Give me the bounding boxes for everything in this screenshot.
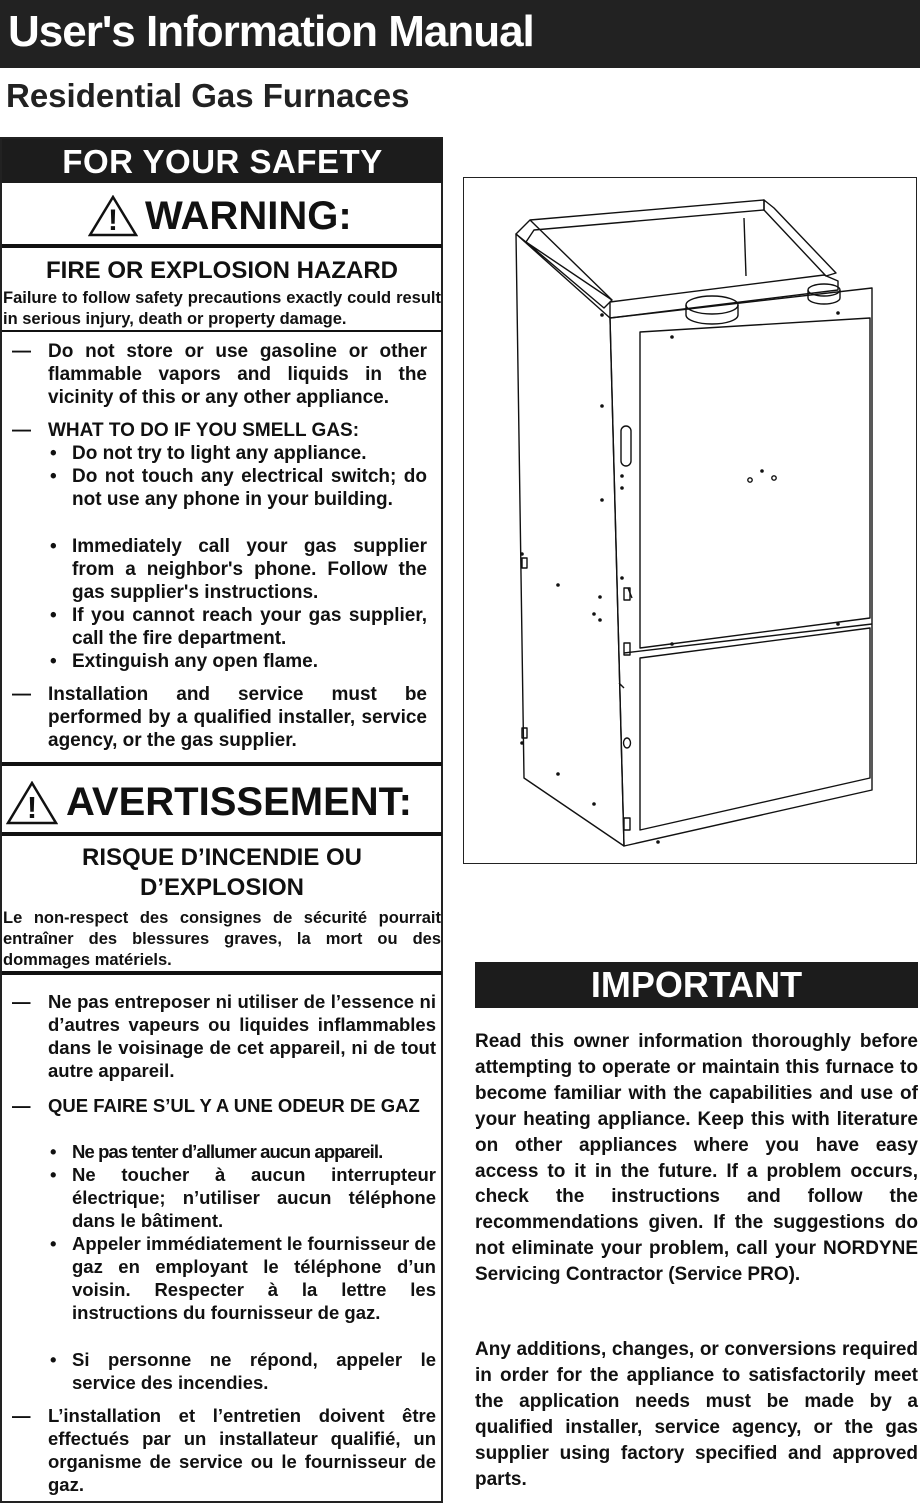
avertissement-bullet: • Ne pas tenter d’allumer aucun appareil. <box>50 1141 383 1162</box>
warning-bullet: • Immediately call your gas supplier from a neighbor's phone. Follow the gas supplier's instructions. <box>50 536 427 603</box>
important-paragraph-1: Read this owner information thoroughly before attempting to operate or maintain this furnace to become familiar with the capabilities and use of your heating appliance. Keep this with literature on other appliances where you have easy access to it in the future. If a problem occurs, check the instructions and follow the recommendations given. If the suggestions do not eliminate your problem, call your NORDYNE Servicing Contractor (Service PRO). <box>475 1031 918 1286</box>
warning-bullet: • If you cannot reach your gas supplier, call the fire department. <box>50 605 427 649</box>
divider <box>2 244 442 248</box>
avertissement-bullet: • Si personne ne répond, appeler le service des incendies. <box>50 1349 436 1393</box>
manual-subtitle: Residential Gas Furnaces <box>6 77 410 114</box>
warning-item: — Do not store or use gasoline or other flammable vapors and liquids in the vicinity of this or any other appliance. <box>12 341 427 408</box>
avertissement-title: AVERTISSEMENT: <box>66 780 412 824</box>
svg-text:!: ! <box>108 204 118 237</box>
avertissement-bullet: • Ne toucher à aucun interrupteur électrique; n’utiliser aucun téléphone dans le bâtiment. <box>50 1164 436 1231</box>
safety-heading: FOR YOUR SAFETY <box>2 139 443 183</box>
warning-bullet: • Do not touch any electrical switch; do not use any phone in your building. <box>50 466 427 510</box>
hazard-heading: FIRE OR EXPLOSION HAZARD <box>45 257 399 284</box>
important-heading: IMPORTANT <box>475 962 918 1008</box>
warning-title: WARNING: <box>145 194 352 238</box>
avertissement-item-odeur: — QUE FAIRE S’UL Y A UNE ODEUR DE GAZ <box>12 1095 420 1116</box>
svg-text:!: ! <box>26 790 38 825</box>
warning-item-smell-gas: — WHAT TO DO IF YOU SMELL GAS: <box>12 420 360 441</box>
avertissement-bullet: • Appeler immédiatement le fournisseur de gaz en employant le téléphone d’un voisin. Respecter à la lettre les instructions du fournisseur de gaz. <box>50 1233 436 1323</box>
divider <box>2 832 442 836</box>
divider <box>2 330 442 332</box>
manual-title: User's Information Manual <box>8 7 534 56</box>
furnace-illustration <box>464 178 916 863</box>
divider <box>2 762 442 766</box>
divider <box>2 971 442 975</box>
avertissement-item: — Ne pas entreposer ni utiliser de l’essence ni d’autres vapeurs ou liquides inflammables dans le voisinage de cet appareil, ni de tout autre appareil. <box>12 991 436 1081</box>
warning-bullet: • Extinguish any open flame. <box>50 651 318 672</box>
warning-triangle-icon <box>88 195 138 237</box>
warning-bullet: • Do not try to light any appliance. <box>50 443 367 464</box>
avertissement-consequence: Le non-respect des consignes de sécurité pourrait entraîner des blessures graves, la mort ou des dommages matériels. <box>3 909 441 969</box>
avertissement-item-installation: — L’installation et l’entretien doivent être effectués par un installateur qualifié, un organisme de service ou le fournisseur de gaz. <box>12 1405 436 1495</box>
warning-item-installation: — Installation and service must be performed by a qualified installer, service agency, or the gas supplier. <box>12 684 427 751</box>
warning-triangle-icon <box>6 781 58 825</box>
warning-consequence: Failure to follow safety precautions exactly could result in serious injury, death or property damage. <box>3 289 441 328</box>
important-paragraph-2: Any additions, changes, or conversions required in order for the appliance to satisfactorily meet the application needs must be made by a qualified installer, service agency, or the gas supplier using factory specified and approved parts. <box>475 1339 918 1490</box>
hazard-heading-fr: RISQUE D’INCENDIE OU D’EXPLOSION <box>81 844 363 901</box>
